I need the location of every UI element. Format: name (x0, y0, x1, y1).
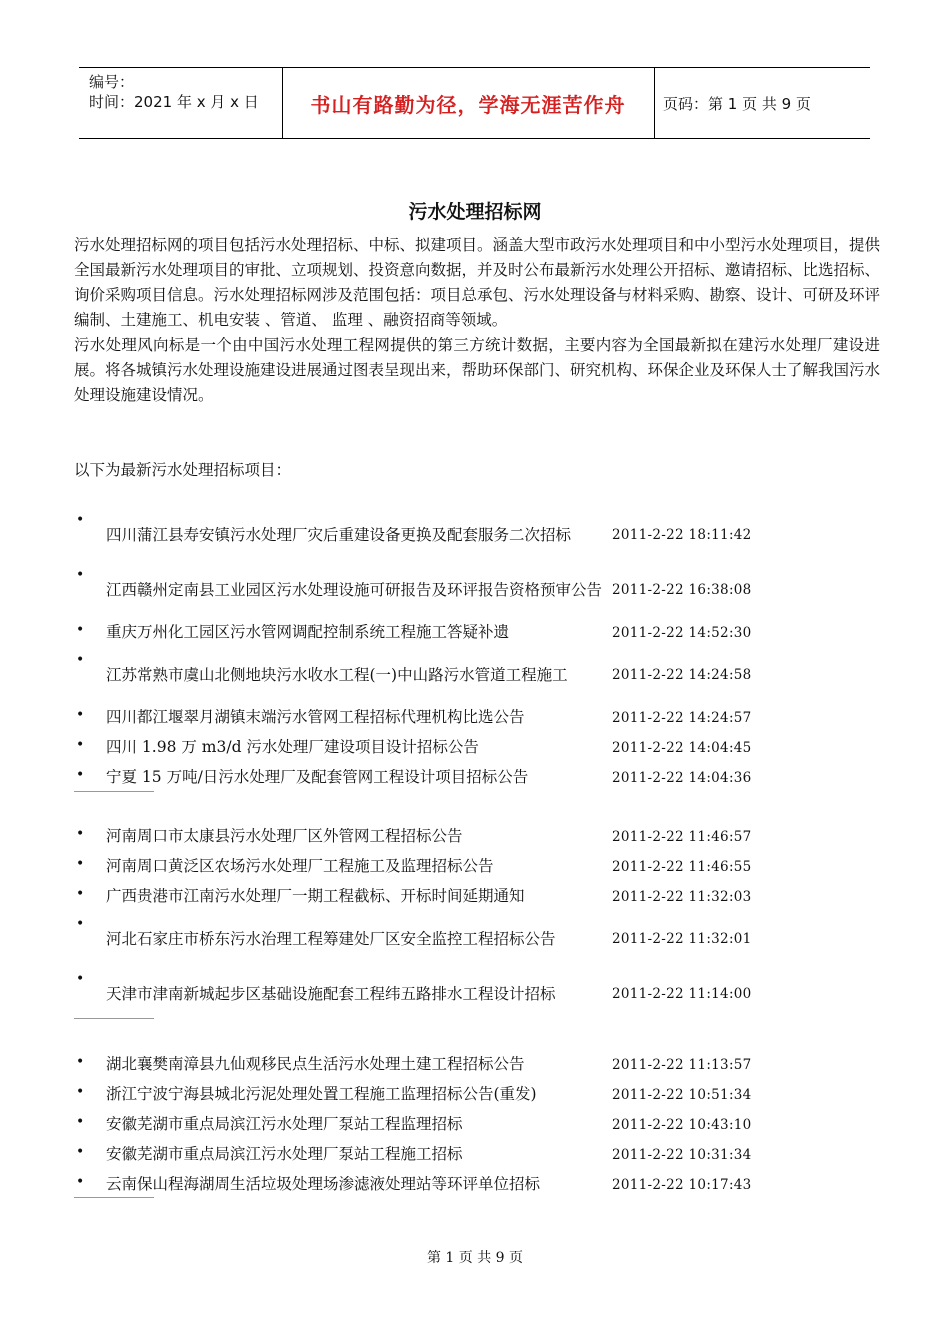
item-date: 2011-2-22 11:32:01 (612, 931, 752, 947)
item-date: 2011-2-22 10:43:10 (612, 1116, 752, 1133)
item-date: 2011-2-22 16:38:08 (612, 582, 752, 598)
item-title: 宁夏 15 万吨/日污水处理厂及配套管网工程设计项目招标公告 (106, 768, 529, 786)
item-title: 河南周口市太康县污水处理厂区外管网工程招标公告 (106, 827, 463, 845)
bullet-icon: • (76, 707, 85, 723)
item-date: 2011-2-22 14:24:58 (612, 667, 752, 683)
list-item (74, 884, 880, 909)
bullet-icon: • (76, 856, 85, 872)
group-separator (74, 1197, 154, 1198)
intro-paragraph: 污水处理招标网的项目包括污水处理招标、中标、拟建项目。涵盖大型市政污水处理项目和中小型污水处理项目，提供全国最新污水处理项目的审批、立项规划、投资意向数据，并及时公布最新污水处理公开招标、邀请招标、比选招标、询价采购项目信息。污水处理招标网涉及范围包括：项目总承包、污水处理设备与材料采购、勘察、设计、可研及环评编制、土建施工、机电安装 、管道、 监理 、融资招商等领域。 (74, 236, 881, 329)
number-label: 编号： (89, 73, 135, 91)
indicator-paragraph: 污水处理风向标是一个由中国污水处理工程网提供的第三方统计数据，主要内容为全国最新拟在建污水处理厂建设进展。将各城镇污水处理设施建设进展通过图表呈现出来，帮助环保部门、研究机构、环保企业及环保人士了解我国污水处理设施建设情况。 (74, 336, 881, 404)
item-title: 安徽芜湖市重点局滨江污水处理厂泵站工程施工招标 (106, 1145, 463, 1163)
item-title: 江苏常熟市虞山北侧地块污水收水工程(一)中山路污水管道工程施工 (106, 665, 568, 684)
bullet-icon: • (76, 1144, 85, 1160)
item-title: 四川都江堰翠月湖镇末端污水管网工程招标代理机构比选公告 (106, 708, 525, 726)
item-title: 云南保山程海湖周生活垃圾处理场渗滤液处理站等环评单位招标 (106, 1175, 541, 1193)
list-item (74, 969, 880, 1019)
item-title: 安徽芜湖市重点局滨江污水处理厂泵站工程监理招标 (106, 1115, 463, 1133)
list-item (74, 620, 880, 645)
list-item (74, 765, 880, 790)
item-date: 2011-2-22 14:24:57 (612, 709, 752, 726)
group-separator (74, 1018, 154, 1019)
list-item (74, 1172, 880, 1197)
item-title: 广西贵港市江南污水处理厂一期工程截标、开标时间延期通知 (106, 887, 525, 905)
page-footer: 第 1 页 共 9 页 (426, 1250, 524, 1266)
bullet-icon: • (76, 767, 85, 783)
item-title: 湖北襄樊南漳县九仙观移民点生活污水处理土建工程招标公告 (106, 1055, 525, 1073)
item-title: 四川 1.98 万 m3/d 污水处理厂建设项目设计招标公告 (106, 738, 479, 756)
list-item (74, 705, 880, 730)
list-item (74, 1112, 880, 1137)
item-date: 2011-2-22 10:31:34 (612, 1146, 752, 1163)
list-item (74, 565, 880, 615)
bullet-icon: • (76, 622, 85, 638)
group-separator (74, 791, 154, 792)
bullet-icon: • (76, 1174, 85, 1190)
bullet-icon: • (76, 826, 85, 842)
item-date: 2011-2-22 14:52:30 (612, 624, 752, 641)
item-title: 重庆万州化工园区污水管网调配控制系统工程施工答疑补遗 (106, 623, 510, 641)
bullet-icon: • (76, 1114, 85, 1130)
document-header (79, 67, 870, 139)
item-title: 河南周口黄泛区农场污水处理厂工程施工及监理招标公告 (106, 857, 494, 875)
item-date: 2011-2-22 11:46:55 (612, 858, 752, 875)
list-item (74, 650, 880, 700)
item-date: 2011-2-22 11:32:03 (612, 888, 752, 905)
bullet-icon: • (76, 512, 85, 528)
item-date: 2011-2-22 14:04:36 (612, 769, 752, 786)
item-date: 2011-2-22 11:13:57 (612, 1056, 752, 1073)
bullet-icon: • (76, 971, 85, 987)
bullet-icon: • (76, 737, 85, 753)
item-date: 2011-2-22 11:46:57 (612, 828, 752, 845)
item-title: 浙江宁波宁海县城北污泥处理处置工程施工监理招标公告(重发) (106, 1085, 537, 1103)
bullet-icon: • (76, 886, 85, 902)
item-date: 2011-2-22 10:17:43 (612, 1176, 752, 1193)
list-item (74, 510, 880, 560)
list-intro: 以下为最新污水处理招标项目： (74, 461, 292, 479)
item-title: 四川蒲江县寿安镇污水处理厂灾后重建设备更换及配套服务二次招标 (106, 525, 572, 544)
list-item (74, 854, 880, 879)
bullet-icon: • (76, 1084, 85, 1100)
header-divider (654, 68, 655, 138)
list-item (74, 1052, 880, 1077)
page-title: 污水处理招标网 (408, 201, 542, 223)
bullet-icon: • (76, 567, 85, 583)
item-date: 2011-2-22 11:14:00 (612, 986, 752, 1002)
motto: 书山有路勤为径，学海无涯苦作舟 (310, 92, 626, 117)
item-date: 2011-2-22 18:11:42 (612, 527, 752, 543)
list-item (74, 1142, 880, 1167)
bullet-icon: • (76, 1054, 85, 1070)
date-label: 时间：2021 年 x 月 x 日 (89, 93, 259, 111)
list-item (74, 914, 880, 964)
header-meta (89, 72, 259, 112)
item-date: 2011-2-22 14:04:45 (612, 739, 752, 756)
item-date: 2011-2-22 10:51:34 (612, 1086, 752, 1103)
item-title: 河北石家庄市桥东污水治理工程筹建处厂区安全监控工程招标公告 (106, 929, 556, 948)
item-title: 江西赣州定南县工业园区污水处理设施可研报告及环评报告资格预审公告 (106, 580, 603, 599)
list-item (74, 824, 880, 849)
list-item (74, 1082, 880, 1107)
list-item (74, 735, 880, 760)
item-title: 天津市津南新城起步区基础设施配套工程纬五路排水工程设计招标 (106, 984, 556, 1003)
bullet-icon: • (76, 652, 85, 668)
bullet-icon: • (76, 916, 85, 932)
page-number-label: 页码：第 1 页 共 9 页 (663, 94, 811, 113)
